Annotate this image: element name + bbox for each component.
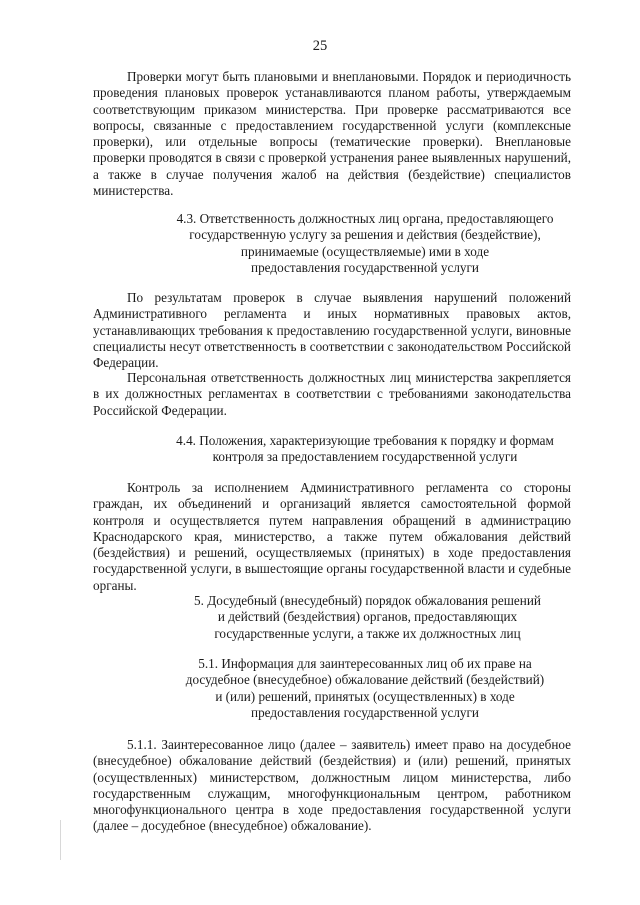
paragraph-personal-responsibility [93, 370, 571, 419]
heading-line: предоставления государственной услуги [251, 704, 479, 720]
heading-line: 5.1. Информация для заинтересованных лиц об их праве на [198, 656, 532, 671]
heading-line: предоставления государственной услуги [251, 259, 479, 275]
heading-line: и (или) решений, принятых (осуществленных) в ходе [215, 688, 515, 704]
paragraph-text: Контроль за исполнением Административного регламента со стороны граждан, их объединений и организаций является самостоятельной формой контроля и осуществляется путем направления обращений в администрацию Краснодарского края, министерство, а также путем обжалования действий (бездействия) и решений, осуществляемых (принятых) в ходе предоставления государственной услуги, в вышестоящие органы государственной власти и судебные органы. [93, 480, 571, 593]
heading-line: 4.3. Ответственность должностных лиц органа, предоставляющего [176, 211, 554, 226]
paragraph-text: По результатам проверок в случае выявления нарушений положений Административного регламента и иных нормативных правовых актов, устанавливающих требования к предоставлению государственной услуги, виновные специалисты несут ответственность в соответствии с законодательством Российской Федерации. [93, 290, 571, 371]
paragraph-text: Проверки могут быть плановыми и внеплановыми. Порядок и периодичность проведения плановых проверок устанавливаются планом работы, утверждаемым соответствующим приказом министерства. При проверке рассматриваются все вопросы, связанные с предоставлением государственной услуги (комплексные проверки), или отдельные вопросы (тематические проверки). Внеплановые проверки проводятся в связи с проверкой устранения ранее выявленных нарушений, а также в случае получения жалоб на действия (бездействие) специалистов министерства. [93, 69, 571, 199]
heading-4-4 [160, 433, 570, 466]
heading-line: принимаемые (осуществляемые) ими в ходе [240, 243, 490, 259]
paragraph-violations [93, 290, 571, 371]
heading-5-1 [160, 656, 570, 721]
heading-line: государственные услуги, а также их должностных лиц [214, 625, 521, 641]
paragraph-control [93, 480, 571, 594]
paragraph-text: 5.1.1. Заинтересованное лицо (далее – заявитель) имеет право на досудебное (внесудебное) обжалование действий (бездействия) и (или) решений, принятых (осуществленных) министерством, должностным лицом министерства, либо государственным служащим, многофункциональным центром, работником многофункционального центра в ходе предоставления государственной услуги (далее – досудебное (внесудебное) обжалование). [93, 737, 571, 834]
page-number: 25 [312, 38, 328, 54]
heading-line: 4.4. Положения, характеризующие требования к порядку и формам [176, 433, 554, 448]
scan-margin-mark [60, 820, 61, 860]
heading-4-3 [160, 211, 570, 276]
heading-line: досудебное (внесудебное) обжалование действий (бездействий) [185, 672, 545, 688]
heading-5 [165, 593, 570, 642]
heading-line: 5. Досудебный (внесудебный) порядок обжалования решений [194, 593, 541, 608]
heading-line: контроля за предоставлением государственной услуги [212, 449, 518, 465]
paragraph-inspections [93, 69, 571, 199]
paragraph-5-1-1 [93, 737, 571, 835]
heading-line: и действий (бездействия) органов, предоставляющих [217, 609, 518, 625]
paragraph-text: Персональная ответственность должностных лиц министерства закрепляется в их должностных регламентах в соответствии с требованиями законодательства Российской Федерации. [93, 370, 571, 418]
heading-line: государственную услугу за решения и действия (бездействие), [189, 227, 541, 243]
